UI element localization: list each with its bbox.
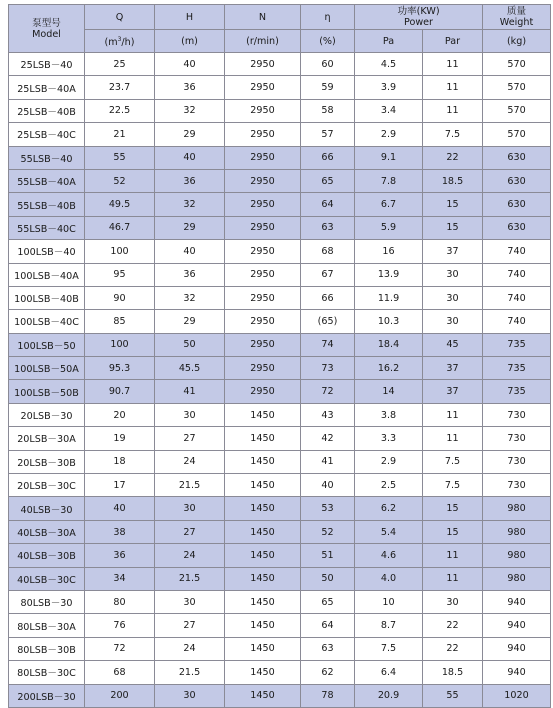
cell-weight: 735 <box>483 333 551 356</box>
cell-eta: 66 <box>301 146 355 169</box>
cell-par: 30 <box>423 263 483 286</box>
header-weight <box>483 5 551 30</box>
cell-model: 55LSB－40 <box>9 146 85 169</box>
cell-n: 2950 <box>225 216 301 239</box>
cell-n: 2950 <box>225 263 301 286</box>
cell-pa: 16 <box>355 240 423 263</box>
cell-n: 2950 <box>225 310 301 333</box>
cell-model: 80LSB－30 <box>9 590 85 613</box>
cell-eta: 67 <box>301 263 355 286</box>
cell-q: 20 <box>85 403 155 426</box>
header-h: H <box>155 5 225 30</box>
cell-par: 37 <box>423 357 483 380</box>
cell-q: 40 <box>85 497 155 520</box>
cell-weight: 940 <box>483 590 551 613</box>
cell-weight: 730 <box>483 403 551 426</box>
table-row <box>9 169 551 192</box>
header-q-unit-post: /h) <box>121 37 135 49</box>
cell-n: 1450 <box>225 684 301 707</box>
cell-par: 55 <box>423 684 483 707</box>
cell-h: 32 <box>155 193 225 216</box>
cell-par: 22 <box>423 614 483 637</box>
table-row <box>9 286 551 309</box>
cell-model: 40LSB－30A <box>9 520 85 543</box>
cell-model: 20LSB－30C <box>9 474 85 497</box>
header-h-unit: (m) <box>155 30 225 53</box>
cell-eta: 59 <box>301 76 355 99</box>
header-n: N <box>225 5 301 30</box>
cell-n: 2950 <box>225 146 301 169</box>
cell-q: 90 <box>85 286 155 309</box>
cell-model: 80LSB－30B <box>9 637 85 660</box>
cell-weight: 570 <box>483 99 551 122</box>
cell-h: 40 <box>155 146 225 169</box>
table-row <box>9 567 551 590</box>
cell-weight: 940 <box>483 637 551 660</box>
table-row <box>9 661 551 684</box>
cell-pa: 16.2 <box>355 357 423 380</box>
cell-model: 25LSB－40 <box>9 53 85 76</box>
cell-model: 25LSB－40C <box>9 123 85 146</box>
table-row <box>9 99 551 122</box>
cell-weight: 570 <box>483 76 551 99</box>
cell-h: 30 <box>155 403 225 426</box>
cell-par: 15 <box>423 193 483 216</box>
cell-eta: 51 <box>301 544 355 567</box>
cell-q: 23.7 <box>85 76 155 99</box>
cell-pa: 3.4 <box>355 99 423 122</box>
cell-pa: 5.9 <box>355 216 423 239</box>
cell-n: 1450 <box>225 427 301 450</box>
cell-h: 30 <box>155 684 225 707</box>
cell-par: 11 <box>423 544 483 567</box>
cell-eta: 64 <box>301 614 355 637</box>
cell-n: 1450 <box>225 403 301 426</box>
cell-n: 1450 <box>225 474 301 497</box>
cell-model: 100LSB－50 <box>9 333 85 356</box>
header-weight-unit: (kg) <box>483 30 551 53</box>
cell-q: 38 <box>85 520 155 543</box>
cell-n: 2950 <box>225 123 301 146</box>
cell-pa: 4.5 <box>355 53 423 76</box>
cell-pa: 18.4 <box>355 333 423 356</box>
cell-h: 29 <box>155 216 225 239</box>
cell-q: 19 <box>85 427 155 450</box>
cell-n: 2950 <box>225 357 301 380</box>
cell-weight: 980 <box>483 544 551 567</box>
cell-h: 32 <box>155 286 225 309</box>
cell-q: 95.3 <box>85 357 155 380</box>
cell-weight: 735 <box>483 380 551 403</box>
cell-q: 80 <box>85 590 155 613</box>
cell-q: 21 <box>85 123 155 146</box>
cell-pa: 4.0 <box>355 567 423 590</box>
cell-eta: 63 <box>301 637 355 660</box>
cell-par: 7.5 <box>423 450 483 473</box>
cell-q: 25 <box>85 53 155 76</box>
cell-n: 1450 <box>225 614 301 637</box>
cell-par: 11 <box>423 403 483 426</box>
header-par: Par <box>423 30 483 53</box>
cell-par: 15 <box>423 216 483 239</box>
cell-par: 11 <box>423 427 483 450</box>
cell-pa: 4.6 <box>355 544 423 567</box>
cell-q: 22.5 <box>85 99 155 122</box>
cell-weight: 630 <box>483 216 551 239</box>
cell-pa: 3.3 <box>355 427 423 450</box>
table-row <box>9 403 551 426</box>
cell-par: 22 <box>423 637 483 660</box>
cell-par: 7.5 <box>423 474 483 497</box>
cell-q: 46.7 <box>85 216 155 239</box>
cell-n: 2950 <box>225 99 301 122</box>
cell-par: 22 <box>423 146 483 169</box>
table-header <box>9 5 551 53</box>
header-power-en: Power <box>404 17 434 28</box>
table-row <box>9 380 551 403</box>
cell-n: 1450 <box>225 590 301 613</box>
cell-par: 30 <box>423 310 483 333</box>
table-row <box>9 53 551 76</box>
table-row <box>9 263 551 286</box>
cell-h: 30 <box>155 497 225 520</box>
cell-model: 100LSB－40C <box>9 310 85 333</box>
cell-h: 21.5 <box>155 474 225 497</box>
cell-weight: 730 <box>483 427 551 450</box>
table-row <box>9 76 551 99</box>
table-body <box>9 53 551 708</box>
cell-h: 41 <box>155 380 225 403</box>
cell-weight: 980 <box>483 497 551 520</box>
header-q-unit-pre: (m <box>104 37 118 49</box>
cell-model: 100LSB－40 <box>9 240 85 263</box>
cell-h: 24 <box>155 450 225 473</box>
cell-n: 1450 <box>225 520 301 543</box>
table-row <box>9 193 551 216</box>
cell-q: 100 <box>85 240 155 263</box>
table-row <box>9 310 551 333</box>
cell-h: 29 <box>155 123 225 146</box>
header-model-cn: 泵型号 <box>32 17 61 29</box>
cell-h: 24 <box>155 544 225 567</box>
cell-eta: 43 <box>301 403 355 426</box>
cell-n: 2950 <box>225 193 301 216</box>
cell-h: 32 <box>155 99 225 122</box>
cell-eta: 40 <box>301 474 355 497</box>
cell-q: 55 <box>85 146 155 169</box>
cell-eta: 64 <box>301 193 355 216</box>
header-weight-cn: 质量 <box>506 6 527 17</box>
cell-par: 18.5 <box>423 169 483 192</box>
cell-n: 1450 <box>225 497 301 520</box>
cell-model: 25LSB－40B <box>9 99 85 122</box>
header-eta: η <box>301 5 355 30</box>
cell-weight: 630 <box>483 146 551 169</box>
cell-h: 21.5 <box>155 567 225 590</box>
cell-model: 100LSB－50B <box>9 380 85 403</box>
table-row <box>9 357 551 380</box>
cell-par: 11 <box>423 76 483 99</box>
cell-eta: 68 <box>301 240 355 263</box>
cell-pa: 11.9 <box>355 286 423 309</box>
cell-eta: 58 <box>301 99 355 122</box>
cell-q: 90.7 <box>85 380 155 403</box>
table-row <box>9 590 551 613</box>
cell-q: 34 <box>85 567 155 590</box>
cell-n: 1450 <box>225 567 301 590</box>
cell-model: 200LSB－30 <box>9 684 85 707</box>
cell-eta: 53 <box>301 497 355 520</box>
cell-weight: 740 <box>483 263 551 286</box>
cell-model: 100LSB－40A <box>9 263 85 286</box>
cell-weight: 740 <box>483 240 551 263</box>
cell-n: 2950 <box>225 169 301 192</box>
cell-weight: 630 <box>483 169 551 192</box>
cell-par: 15 <box>423 497 483 520</box>
cell-model: 20LSB－30A <box>9 427 85 450</box>
cell-pa: 3.9 <box>355 76 423 99</box>
cell-par: 11 <box>423 567 483 590</box>
cell-model: 55LSB－40A <box>9 169 85 192</box>
cell-weight: 740 <box>483 310 551 333</box>
table-row <box>9 333 551 356</box>
header-weight-en: Weight <box>499 17 534 28</box>
table-row <box>9 544 551 567</box>
cell-q: 95 <box>85 263 155 286</box>
cell-weight: 570 <box>483 123 551 146</box>
cell-eta: 66 <box>301 286 355 309</box>
cell-n: 2950 <box>225 240 301 263</box>
cell-par: 11 <box>423 99 483 122</box>
cell-model: 55LSB－40C <box>9 216 85 239</box>
cell-eta: 65 <box>301 590 355 613</box>
cell-par: 30 <box>423 286 483 309</box>
cell-n: 2950 <box>225 333 301 356</box>
cell-weight: 940 <box>483 614 551 637</box>
table-row <box>9 474 551 497</box>
cell-pa: 20.9 <box>355 684 423 707</box>
cell-pa: 8.7 <box>355 614 423 637</box>
cell-h: 40 <box>155 240 225 263</box>
cell-weight: 980 <box>483 567 551 590</box>
cell-model: 100LSB－50A <box>9 357 85 380</box>
cell-eta: 72 <box>301 380 355 403</box>
cell-eta: 74 <box>301 333 355 356</box>
header-power-cn: 功率(KW) <box>397 6 440 17</box>
cell-par: 18.5 <box>423 661 483 684</box>
cell-weight: 630 <box>483 193 551 216</box>
cell-model: 80LSB－30A <box>9 614 85 637</box>
cell-h: 40 <box>155 53 225 76</box>
cell-q: 49.5 <box>85 193 155 216</box>
cell-n: 1450 <box>225 544 301 567</box>
cell-eta: 73 <box>301 357 355 380</box>
cell-pa: 6.4 <box>355 661 423 684</box>
cell-eta: 52 <box>301 520 355 543</box>
cell-model: 20LSB－30 <box>9 403 85 426</box>
cell-pa: 7.5 <box>355 637 423 660</box>
cell-h: 24 <box>155 637 225 660</box>
cell-par: 37 <box>423 380 483 403</box>
cell-model: 25LSB－40A <box>9 76 85 99</box>
cell-pa: 2.9 <box>355 450 423 473</box>
table-row <box>9 123 551 146</box>
cell-pa: 6.2 <box>355 497 423 520</box>
cell-weight: 730 <box>483 450 551 473</box>
cell-pa: 7.8 <box>355 169 423 192</box>
cell-q: 200 <box>85 684 155 707</box>
table-row <box>9 427 551 450</box>
cell-eta: 65 <box>301 169 355 192</box>
cell-par: 7.5 <box>423 123 483 146</box>
cell-n: 1450 <box>225 637 301 660</box>
cell-h: 21.5 <box>155 661 225 684</box>
cell-weight: 735 <box>483 357 551 380</box>
pump-spec-table <box>8 4 551 708</box>
header-power <box>355 5 483 30</box>
cell-n: 2950 <box>225 286 301 309</box>
cell-par: 15 <box>423 520 483 543</box>
cell-eta: (65) <box>301 310 355 333</box>
cell-weight: 1020 <box>483 684 551 707</box>
cell-eta: 42 <box>301 427 355 450</box>
table-row <box>9 146 551 169</box>
table-row <box>9 684 551 707</box>
cell-h: 27 <box>155 427 225 450</box>
cell-eta: 78 <box>301 684 355 707</box>
cell-par: 45 <box>423 333 483 356</box>
header-model <box>9 5 85 53</box>
cell-q: 52 <box>85 169 155 192</box>
header-q: Q <box>85 5 155 30</box>
cell-h: 36 <box>155 76 225 99</box>
cell-pa: 5.4 <box>355 520 423 543</box>
cell-par: 30 <box>423 590 483 613</box>
cell-eta: 50 <box>301 567 355 590</box>
cell-pa: 10 <box>355 590 423 613</box>
header-pa: Pa <box>355 30 423 53</box>
cell-weight: 980 <box>483 520 551 543</box>
table-row <box>9 520 551 543</box>
cell-eta: 60 <box>301 53 355 76</box>
cell-q: 100 <box>85 333 155 356</box>
table-row <box>9 637 551 660</box>
cell-q: 72 <box>85 637 155 660</box>
cell-model: 40LSB－30B <box>9 544 85 567</box>
cell-h: 29 <box>155 310 225 333</box>
cell-n: 2950 <box>225 380 301 403</box>
header-q-unit <box>85 30 155 53</box>
cell-h: 30 <box>155 590 225 613</box>
header-model-en: Model <box>32 28 61 40</box>
cell-pa: 9.1 <box>355 146 423 169</box>
cell-weight: 570 <box>483 53 551 76</box>
cell-pa: 2.9 <box>355 123 423 146</box>
cell-q: 68 <box>85 661 155 684</box>
header-n-unit: (r/min) <box>225 30 301 53</box>
cell-n: 1450 <box>225 661 301 684</box>
cell-pa: 2.5 <box>355 474 423 497</box>
cell-weight: 740 <box>483 286 551 309</box>
cell-model: 20LSB－30B <box>9 450 85 473</box>
cell-h: 27 <box>155 520 225 543</box>
cell-n: 2950 <box>225 76 301 99</box>
header-eta-unit: (%) <box>301 30 355 53</box>
cell-model: 55LSB－40B <box>9 193 85 216</box>
cell-weight: 940 <box>483 661 551 684</box>
cell-model: 40LSB－30 <box>9 497 85 520</box>
header-q-unit-sup: 3 <box>117 35 122 43</box>
cell-q: 85 <box>85 310 155 333</box>
cell-pa: 10.3 <box>355 310 423 333</box>
cell-q: 18 <box>85 450 155 473</box>
cell-pa: 6.7 <box>355 193 423 216</box>
cell-model: 40LSB－30C <box>9 567 85 590</box>
cell-weight: 730 <box>483 474 551 497</box>
table-row <box>9 240 551 263</box>
cell-par: 37 <box>423 240 483 263</box>
cell-q: 17 <box>85 474 155 497</box>
cell-h: 45.5 <box>155 357 225 380</box>
table-row <box>9 614 551 637</box>
cell-pa: 13.9 <box>355 263 423 286</box>
cell-h: 50 <box>155 333 225 356</box>
table-row <box>9 216 551 239</box>
cell-eta: 57 <box>301 123 355 146</box>
cell-h: 36 <box>155 169 225 192</box>
cell-h: 27 <box>155 614 225 637</box>
cell-model: 100LSB－40B <box>9 286 85 309</box>
table-row <box>9 497 551 520</box>
cell-h: 36 <box>155 263 225 286</box>
cell-eta: 41 <box>301 450 355 473</box>
cell-q: 36 <box>85 544 155 567</box>
cell-q: 76 <box>85 614 155 637</box>
cell-eta: 62 <box>301 661 355 684</box>
cell-pa: 14 <box>355 380 423 403</box>
cell-model: 80LSB－30C <box>9 661 85 684</box>
cell-n: 1450 <box>225 450 301 473</box>
cell-n: 2950 <box>225 53 301 76</box>
cell-eta: 63 <box>301 216 355 239</box>
cell-par: 11 <box>423 53 483 76</box>
cell-pa: 3.8 <box>355 403 423 426</box>
table-row <box>9 450 551 473</box>
